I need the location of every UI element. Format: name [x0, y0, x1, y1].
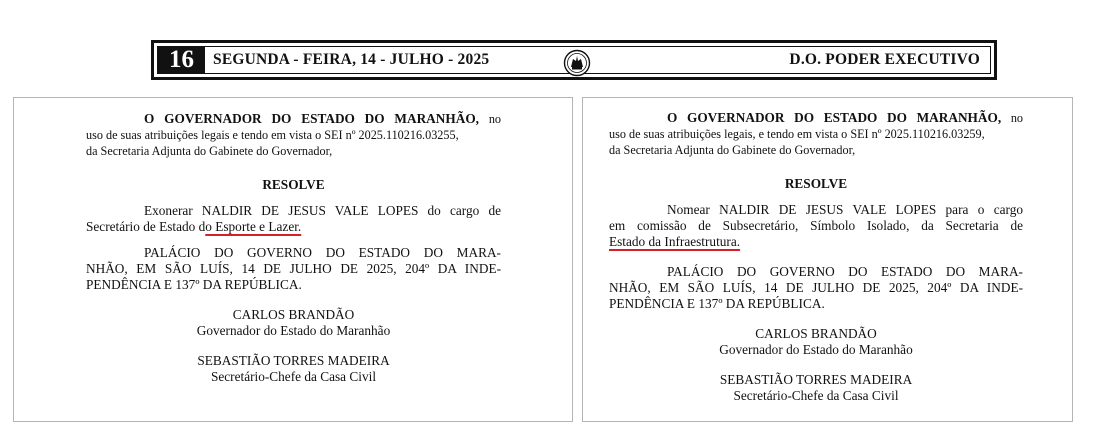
intro-line-2: uso de suas atribuições legais, e tendo em vista o SEI nº 2025.110216.03259,	[609, 127, 985, 141]
page-number: 16	[158, 47, 205, 73]
header-date: SEGUNDA - FEIRA, 14 - JULHO - 2025	[213, 51, 490, 68]
intro-no: no	[488, 112, 502, 126]
decree-appointment	[582, 97, 1073, 422]
intro-no: no	[1010, 111, 1023, 125]
signer-name: CARLOS BRANDÃO	[755, 326, 877, 341]
signer-title: Secretário-Chefe da Casa Civil	[733, 388, 899, 403]
palace-paragraph	[609, 264, 1023, 312]
signature-chief-of-staff	[86, 353, 501, 385]
palace-paragraph	[86, 245, 501, 293]
palace-line-3: PENDÊNCIA E 137º DA REPÚBLICA.	[609, 296, 825, 311]
signer-name: SEBASTIÃO TORRES MADEIRA	[719, 372, 913, 387]
palace-line-3: PENDÊNCIA E 137º DA REPÚBLICA.	[86, 277, 302, 292]
decree-text	[86, 111, 501, 385]
body-line-1: Exonerar NALDIR DE JESUS VALE LOPES do cargo de	[144, 203, 501, 218]
intro-lead: O GOVERNADOR DO ESTADO DO MARANHÃO,	[144, 111, 480, 126]
highlighted-secretariat: Estado da Infraestrutura.	[609, 234, 741, 249]
intro-line-3: da Secretaria Adjunta do Gabinete do Governador,	[86, 144, 333, 158]
intro-line-3: da Secretaria Adjunta do Gabinete do Governador,	[609, 143, 856, 157]
page-header	[151, 40, 997, 80]
intro-paragraph	[609, 110, 1023, 158]
header-section: D.O. PODER EXECUTIVO	[789, 51, 980, 68]
signer-title: Governador do Estado do Maranhão	[719, 342, 913, 357]
body-line-2: em comissão de Subsecretário, Símbolo Isolado, da Secretaria de	[609, 218, 1023, 233]
palace-line-1: PALÁCIO DO GOVERNO DO ESTADO DO MARA-	[667, 264, 1023, 279]
signature-governor	[609, 326, 1023, 358]
highlighted-secretariat: o Esporte e Lazer.	[205, 219, 302, 234]
signature-chief-of-staff	[609, 372, 1023, 404]
signer-title: Governador do Estado do Maranhão	[196, 323, 391, 338]
body-paragraph	[609, 202, 1023, 250]
signer-name: CARLOS BRANDÃO	[232, 307, 355, 322]
coat-of-arms-icon	[563, 49, 591, 77]
signer-title: Secretário-Chefe da Casa Civil	[210, 369, 377, 384]
decree-text	[609, 110, 1023, 404]
decree-exoneration	[13, 97, 573, 422]
body-line-1: Nomear NALDIR DE JESUS VALE LOPES para o cargo	[667, 202, 1023, 217]
intro-line-2: uso de suas atribuições legais e tendo em vista o SEI nº 2025.110216.03255,	[86, 128, 459, 142]
resolve-heading: RESOLVE	[784, 176, 848, 191]
signature-governor	[86, 307, 501, 339]
intro-paragraph	[86, 111, 501, 159]
resolve-heading: RESOLVE	[262, 177, 325, 192]
page-header-frame	[157, 46, 991, 74]
palace-line-2: NHÃO, EM SÃO LUÍS, 14 DE JULHO DE 2025, 204º DA INDE-	[86, 261, 501, 276]
body-paragraph	[86, 203, 501, 235]
signer-name: SEBASTIÃO TORRES MADEIRA	[197, 353, 390, 368]
palace-line-1: PALÁCIO DO GOVERNO DO ESTADO DO MARA-	[144, 245, 501, 260]
intro-lead: O GOVERNADOR DO ESTADO DO MARANHÃO,	[667, 110, 1002, 125]
body-line-2: Secretário de Estado d	[86, 219, 206, 234]
palace-line-2: NHÃO, EM SÃO LUÍS, 14 DE JULHO DE 2025, 204º DA INDE-	[609, 280, 1023, 295]
